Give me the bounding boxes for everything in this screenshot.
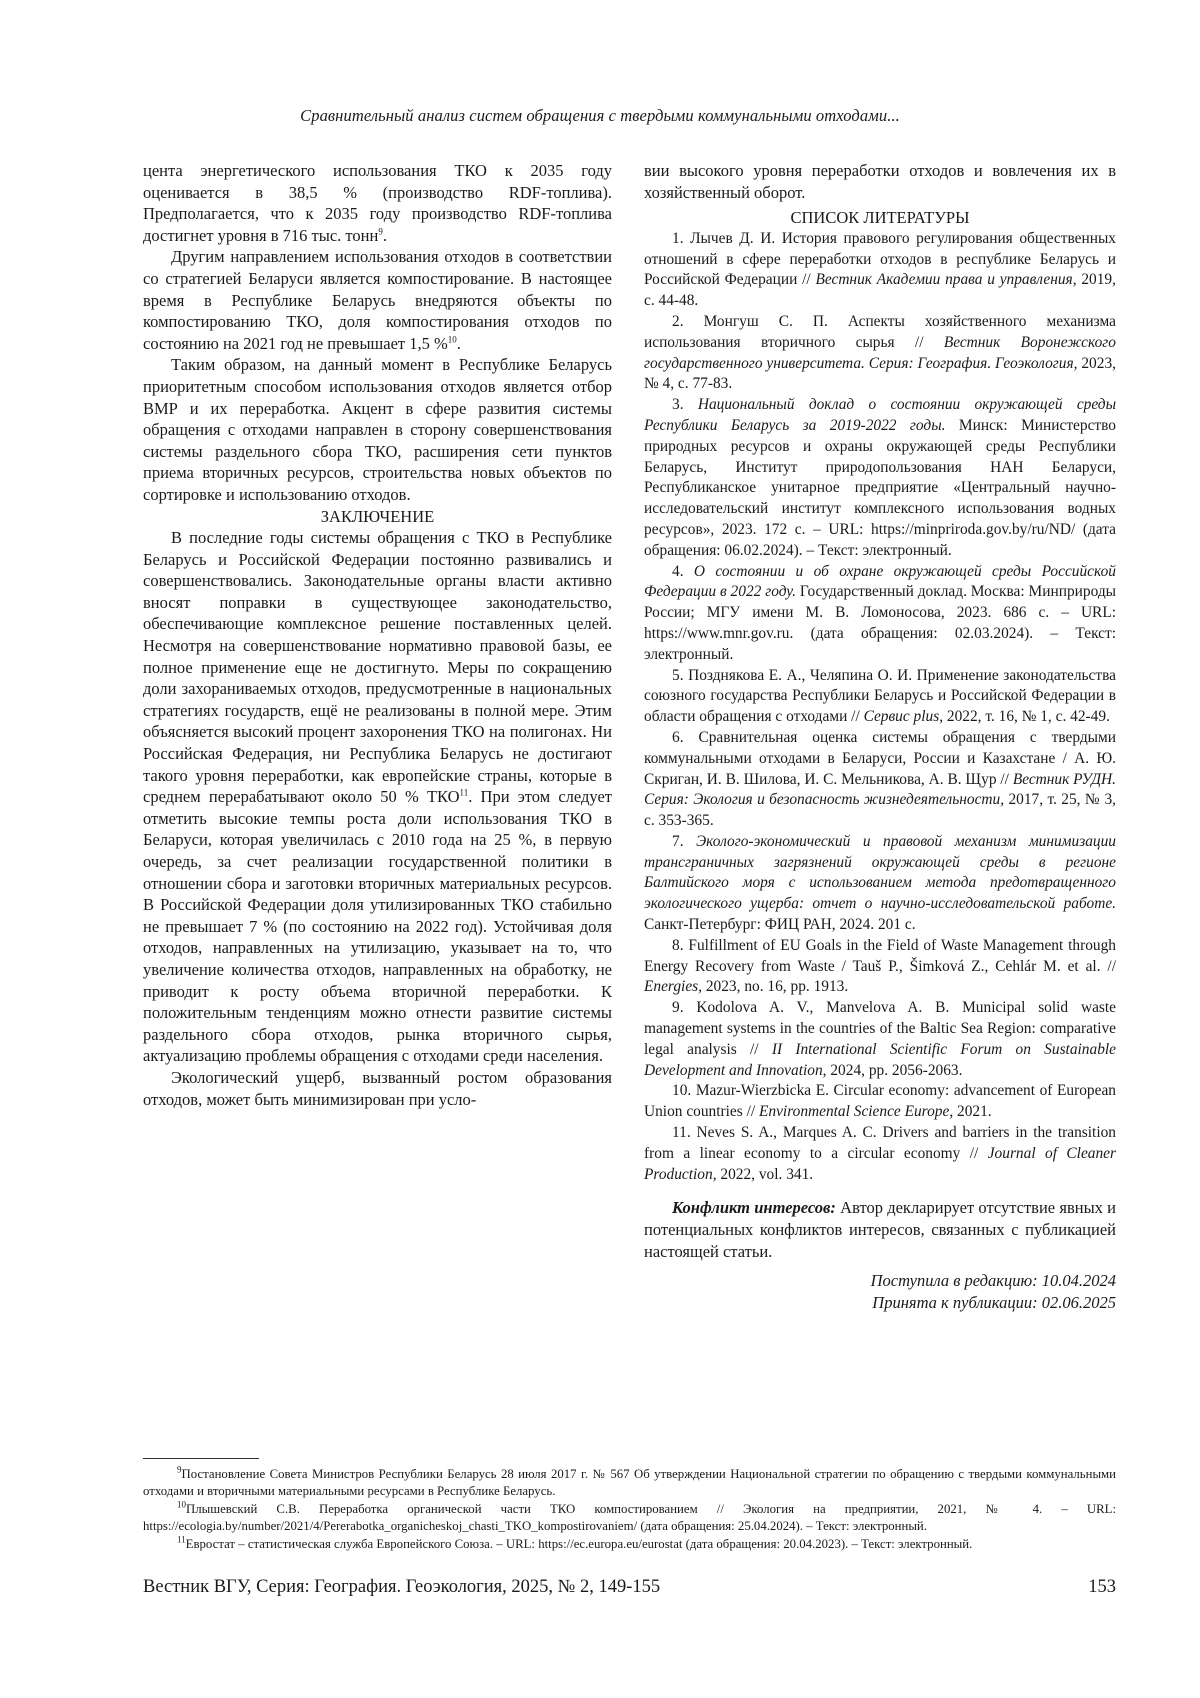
reference-item: 2. Монгуш С. П. Аспекты хозяйственного механизма использования вторичного сырья // Вестник Воронежского государственного университета. Серия: География. Геоэкология, 2023, № 4, с. 77-83. (644, 312, 1116, 393)
reference-item: 9. Kodolova A. V., Manvelova A. B. Municipal solid waste management systems in the countries of the Baltic Sea Region: comparative legal analysis // II International Scientific Forum on Sustainable Development and Innovation, 2024, pp. 2056-2063. (644, 999, 1116, 1079)
page-footer (143, 1577, 1116, 1598)
footnote-divider (143, 1458, 259, 1459)
reference-item: 8. Fulfillment of EU Goals in the Field of Waste Management through Energy Recovery from Waste / Tauš P., Šimková Z., Cehlár M. et al. // Energies, 2023, no. 16, pp. 1913. (644, 936, 1116, 996)
body-paragraph: вии высокого уровня переработки отходов и вовлечения их в хозяйственный оборот. (644, 161, 1116, 202)
accepted-date: Принята к публикации: 02.06.2025 (872, 1292, 1116, 1312)
left-column (143, 160, 612, 1110)
reference-item: 5. Позднякова Е. А., Челяпина О. И. Применение законодательства союзного государства Республики Беларусь и Российской Федерации в области обращения с отходами // Сервис plus, 2022, т. 16, № 1, с. 42-49. (644, 666, 1116, 726)
reference-item: 1. Лычев Д. И. История правового регулирования общественных отношений в сфере переработки отходов в республике Беларусь и Российской Федерации // Вестник Академии права и управления, 2019, с. 44-48. (644, 229, 1116, 310)
journal-citation: Вестник ВГУ, Серия: География. Геоэкология, 2025, № 2, 149-155 (143, 1577, 661, 1597)
reference-item: 10. Mazur-Wierzbicka E. Circular economy: advancement of European Union countries // Environmental Science Europe, 2021. (644, 1082, 1116, 1121)
body-paragraph: цента энергетического использования ТКО к 2035 году оценивается в 38,5 % (производство RDF-топлива). Предполагается, что к 2035 году производство RDF-топлива достигнет уровня в 716 тыс. тонн$^9$. (143, 161, 612, 245)
footnotes (143, 1466, 1116, 1553)
references-heading: СПИСОК ЛИТЕРАТУРЫ (790, 208, 970, 228)
conflict-of-interest: Конфликт интересов: Автор декларирует отсутствие явных и потенциальных конфликтов интересов, связанных с публикацией настоящей статьи. (644, 1198, 1116, 1261)
body-paragraph: Другим направлением использования отходов в соответствии со стратегией Беларуси является компостирование. В настоящее время в Республике Беларусь внедряются объекты по компостированию ТКО, доля компостирования отходов по состоянию на 2021 год не превышает 1,5 %$^{10}$. (143, 247, 612, 353)
footnote-item: $^{11}$Евростат – статистическая служба Европейского Союза. – URL: https://ec.europa.eu/eurostat (дата обращения: 20.04.2023). – Текст: электронный. (177, 1534, 973, 1551)
reference-item: 6. Сравнительная оценка системы обращения с твердыми коммунальными отходами в Беларуси, России и Казахстане / А. Ю. Скриган, И. В. Шилова, И. С. Мельникова, А. В. Щур // Вестник РУДН. Серия: Экология и безопасность жизнедеятельности, 2017, т. 25, № 3, с. 353-365. (644, 728, 1116, 830)
body-paragraph: В последние годы системы обращения с ТКО в Республике Беларусь и Российской Федерации постоянно развивались и совершенствовались. Законодательные органы власти активно вносят поправки в существующее законодательство, обеспечивающие комплексное решение поставленных целей. Несмотря на совершенствование нормативно правовой базы, ее полное применение еще не достигнуто. Меры по сокращению доли захораниваемых отходов, предусмотренные в национальных стратегиях государств, ещё не реализованы в полной мере. Этим объясняется высокий процент захоронения ТКО на полигонах. Ни Российская Федерация, ни Республика Беларусь не достигают такого уровня переработки, как европейские страны, которые в среднем перерабатывают около 50 % ТКО$^{11}$. При этом следует отметить высокие темпы роста доли использования ТКО в Беларуси, которая увеличилась с 2010 года на 25 %, в первую очередь, за счет реализации государственной политики в отношении сбора и заготовки вторичных материальных ресурсов. В Российской Федерации доля утилизированных ТКО стабильно не превышает 7 % (по состоянию на 2022 год). Устойчивая доля отходов, направленных на утилизацию, указывает на то, что увеличение количества отходов, направленных на обработку, не приводит к росту объема вторичной переработки. К положительным тенденциям можно отнести развитие системы раздельного сбора отходов, рынка вторичного сырья, актуализацию проблемы обращения с отходами среди населения. (143, 528, 612, 1066)
reference-item: 11. Neves S. A., Marques A. C. Drivers and barriers in the transition from a linear economy to a circular economy // Journal of Cleaner Production, 2022, vol. 341. (644, 1124, 1116, 1183)
dates-block (644, 1270, 1116, 1313)
conclusion-heading: ЗАКЛЮЧЕНИЕ (320, 506, 435, 526)
received-date: Поступила в редакцию: 10.04.2024 (870, 1271, 1116, 1291)
reference-item: 7. Эколого-экономический и правовой механизм минимизации трансграничных загрязнений окружающей среды в регионе Балтийского моря с использованием метода предотвращенного экологического ущерба: отчет о научно-исследовательской работе. Санкт-Петербург: ФИЦ РАН, 2024. 201 с. (644, 832, 1116, 934)
body-paragraph: Таким образом, на данный момент в Республике Беларусь приоритетным способом использования отходов является отбор ВМР и их переработка. Акцент в сфере развития системы обращения с отходами направлен в сторону совершенствования системы раздельного сбора ТКО, расширения сети пунктов приема вторичных ресурсов, строительства новых объектов по сортировке и использованию отходов. (143, 355, 612, 504)
references-list (644, 229, 1116, 1186)
footnote-item: $^{10}$Плышевский С.В. Переработка органической части ТКО компостированием // Экология на предприятии, 2021, № 4. – URL: https://ecologia.by/number/2021/4/Pererabotka_organicheskoj_chasti_TKO_kompostirovaniem/ (дата обращения: 25.04.2024). – Текст: электронный. (143, 1499, 1116, 1534)
running-header: Сравнительный анализ систем обращения с твердыми коммунальными отходами... (300, 106, 900, 125)
right-column (644, 160, 1116, 1313)
page-number: 153 (1088, 1577, 1116, 1597)
body-paragraph: Экологический ущерб, вызванный ростом образования отходов, может быть минимизирован при усло- (143, 1067, 612, 1109)
reference-item: 3. Национальный доклад о состоянии окружающей среды Республики Беларусь за 2019-2022 годы. Минск: Министерство природных ресурсов и охраны окружающей среды Республики Беларусь, Институт природопользования НАН Беларуси, Республиканское унитарное предприятие «Центральный научно-исследовательский институт комплексного использования водных ресурсов», 2023. 172 с. – URL: https://minpriroda.gov.by/ru/ND/ (дата обращения: 06.02.2024). – Текст: электронный. (644, 396, 1117, 559)
footnote-item: $^9$Постановление Совета Министров Республики Беларусь 28 июля 2017 г. № 567 Об утверждении Национальной стратегии по обращению с твердыми коммунальными отходами и вторичными материальными ресурсами в Республике Беларусь. (143, 1464, 1116, 1499)
reference-item: 4. О состоянии и об охране окружающей среды Российской Федерации в 2022 году. Государственный доклад. Москва: Минприроды России; МГУ имени М. В. Ломоносова, 2023. 686 с. – URL: https://www.mnr.gov.ru. (дата обращения: 02.03.2024). – Текст: электронный. (644, 562, 1117, 663)
